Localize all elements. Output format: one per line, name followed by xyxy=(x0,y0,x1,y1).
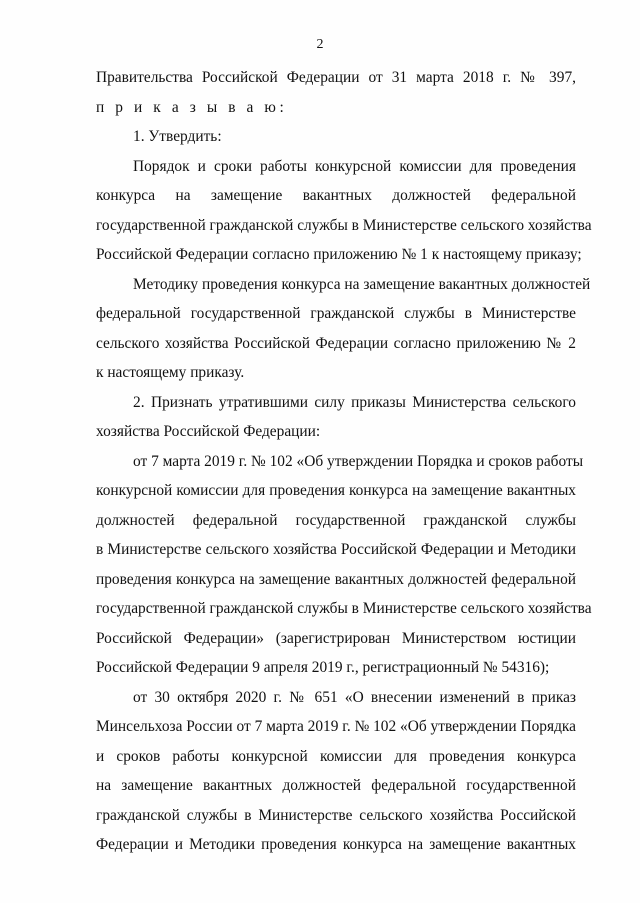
page-number: 2 xyxy=(316,37,324,52)
text-line: 2. Признать утратившими силу приказы Министерства сельского xyxy=(133,394,576,411)
text-line: Минсельхоза России от 7 марта 2019 г. № 102 «Об утверждении Порядка xyxy=(96,718,576,735)
text-line: должностей федеральной государственной гражданской службы xyxy=(96,512,576,529)
text-line: Порядок и сроки работы конкурсной комиссии для проведения xyxy=(133,158,576,175)
text-line: и сроков работы конкурсной комиссии для проведения конкурса xyxy=(96,748,576,765)
text-line: от 30 октября 2020 г. № 651 «О внесении изменений в приказ xyxy=(133,689,576,706)
text-line: Российской Федерации 9 апреля 2019 г., регистрационный № 54316); xyxy=(96,659,550,676)
text-line: государственной гражданской службы в Министерстве сельского хозяйства xyxy=(96,600,592,617)
text-line: Правительства Российской Федерации от 31 марта 2018 г. № 397, xyxy=(96,69,576,86)
text-line: п р и к а з ы в а ю: xyxy=(96,99,288,116)
text-line: к настоящему приказу. xyxy=(96,364,245,381)
text-line: проведения конкурса на замещение вакантных должностей федеральной xyxy=(96,571,576,588)
text-line: конкурсной комиссии для проведения конкурса на замещение вакантных xyxy=(96,482,576,499)
text-line: Методику проведения конкурса на замещение вакантных должностей xyxy=(133,276,591,293)
text-line: Российской Федерации» (зарегистрирован Министерством юстиции xyxy=(96,630,576,647)
text-line: федеральной государственной гражданской службы в Министерстве xyxy=(96,305,576,322)
text-line: 1. Утвердить: xyxy=(133,128,222,145)
text-line: государственной гражданской службы в Министерстве сельского хозяйства xyxy=(96,217,592,234)
text-line: хозяйства Российской Федерации: xyxy=(96,423,321,440)
text-line: конкурса на замещение вакантных должностей федеральной xyxy=(96,187,576,204)
text-line: от 7 марта 2019 г. № 102 «Об утверждении Порядка и сроков работы xyxy=(133,453,584,470)
text-line: сельского хозяйства Российской Федерации согласно приложению № 2 xyxy=(96,335,576,352)
text-line: гражданской службы в Министерстве сельского хозяйства Российской xyxy=(96,807,576,824)
text-line: Российской Федерации согласно приложению № 1 к настоящему приказу; xyxy=(96,246,582,263)
text-line: в Министерстве сельского хозяйства Российской Федерации и Методики xyxy=(96,541,576,558)
text-line: на замещение вакантных должностей федеральной государственной xyxy=(96,777,576,794)
text-line: Федерации и Методики проведения конкурса на замещение вакантных xyxy=(96,836,576,853)
